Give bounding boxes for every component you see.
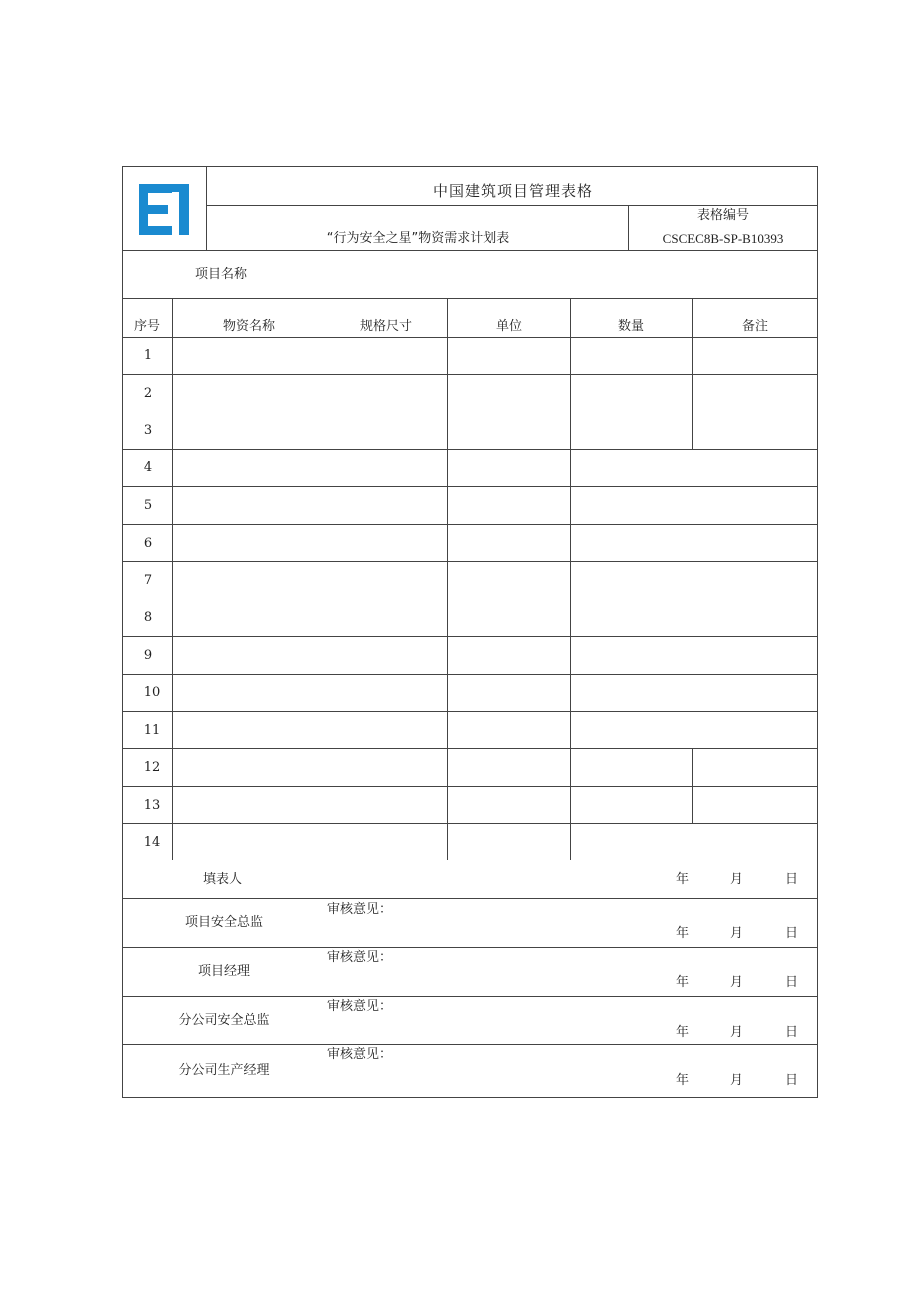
row-number: 13 <box>143 798 161 813</box>
review-opinion-label: 审核意见： <box>327 950 393 965</box>
row-number: 9 <box>143 648 153 663</box>
col-spec: 规格尺寸 <box>359 319 413 334</box>
table-border-right <box>817 166 818 1098</box>
row-line <box>122 786 818 787</box>
logo-divider <box>206 166 207 250</box>
col-line-remark <box>692 298 693 449</box>
title-divider <box>206 205 818 206</box>
signer-label: 项目安全总监 <box>184 915 264 930</box>
signer-label: 项目经理 <box>197 964 251 979</box>
date-month: 月 <box>730 926 744 941</box>
footer-line <box>122 1044 818 1045</box>
row-line <box>122 374 818 375</box>
date-month: 月 <box>730 975 744 990</box>
row-line <box>122 561 818 562</box>
company-logo <box>139 184 193 236</box>
row-number: 14 <box>143 835 161 850</box>
row-number: 7 <box>143 573 153 588</box>
row-number: 12 <box>143 760 161 775</box>
header-bottom-line <box>122 250 818 251</box>
row-number: 5 <box>143 498 153 513</box>
table-border-top <box>122 166 818 167</box>
row-number: 6 <box>143 536 153 551</box>
row-line <box>122 711 818 712</box>
row-line <box>122 748 818 749</box>
row-number: 11 <box>143 723 161 738</box>
date-day: 日 <box>785 1025 799 1040</box>
row-number: 10 <box>143 685 161 700</box>
form-name: “行为安全之星”物资需求计划表 <box>326 231 510 246</box>
filler-label: 填表人 <box>203 872 243 887</box>
col-line-remark-lower <box>692 748 693 823</box>
row-line <box>122 674 818 675</box>
date-month: 月 <box>730 872 744 887</box>
col-line-seq <box>172 298 173 860</box>
date-year: 年 <box>676 926 690 941</box>
project-name-label: 项目名称 <box>195 267 248 282</box>
row-number: 8 <box>143 610 153 625</box>
col-qty: 数量 <box>617 319 645 334</box>
form-number: CSCEC8B-SP-B10393 <box>662 231 784 246</box>
signer-label: 分公司安全总监 <box>178 1013 270 1028</box>
row-line <box>122 823 818 824</box>
date-month: 月 <box>730 1025 744 1040</box>
review-opinion-label: 审核意见： <box>327 1047 393 1062</box>
col-unit: 单位 <box>495 319 523 334</box>
date-year: 年 <box>676 975 690 990</box>
date-year: 年 <box>676 1025 690 1040</box>
date-day: 日 <box>785 872 799 887</box>
footer-line <box>122 996 818 997</box>
row-line <box>122 449 818 450</box>
row-line <box>122 486 818 487</box>
row-number: 4 <box>143 460 153 475</box>
date-day: 日 <box>785 926 799 941</box>
row-number: 3 <box>143 423 153 438</box>
row-number: 1 <box>143 348 153 363</box>
col-line-qty <box>570 298 571 860</box>
management-form-title: 中国建筑项目管理表格 <box>432 182 594 200</box>
review-opinion-label: 审核意见： <box>327 902 393 917</box>
row-line <box>122 636 818 637</box>
date-day: 日 <box>785 1073 799 1088</box>
table-border-left <box>122 166 123 1098</box>
date-month: 月 <box>730 1073 744 1088</box>
col-seq: 序号 <box>133 319 161 334</box>
date-year: 年 <box>676 1073 690 1088</box>
col-remark: 备注 <box>741 319 769 334</box>
footer-line <box>122 947 818 948</box>
date-year: 年 <box>676 872 690 887</box>
row-line <box>122 337 818 338</box>
signer-label: 分公司生产经理 <box>178 1063 270 1078</box>
table-border-bottom <box>122 1097 818 1098</box>
form-no-label: 表格编号 <box>696 208 750 223</box>
form-no-divider <box>628 205 629 250</box>
date-day: 日 <box>785 975 799 990</box>
row-number: 2 <box>143 386 153 401</box>
row-line <box>122 524 818 525</box>
review-opinion-label: 审核意见： <box>327 999 393 1014</box>
project-row-bottom-line <box>122 298 818 299</box>
footer-line <box>122 898 818 899</box>
col-line-unit <box>447 298 448 860</box>
col-material-name: 物资名称 <box>222 319 276 334</box>
